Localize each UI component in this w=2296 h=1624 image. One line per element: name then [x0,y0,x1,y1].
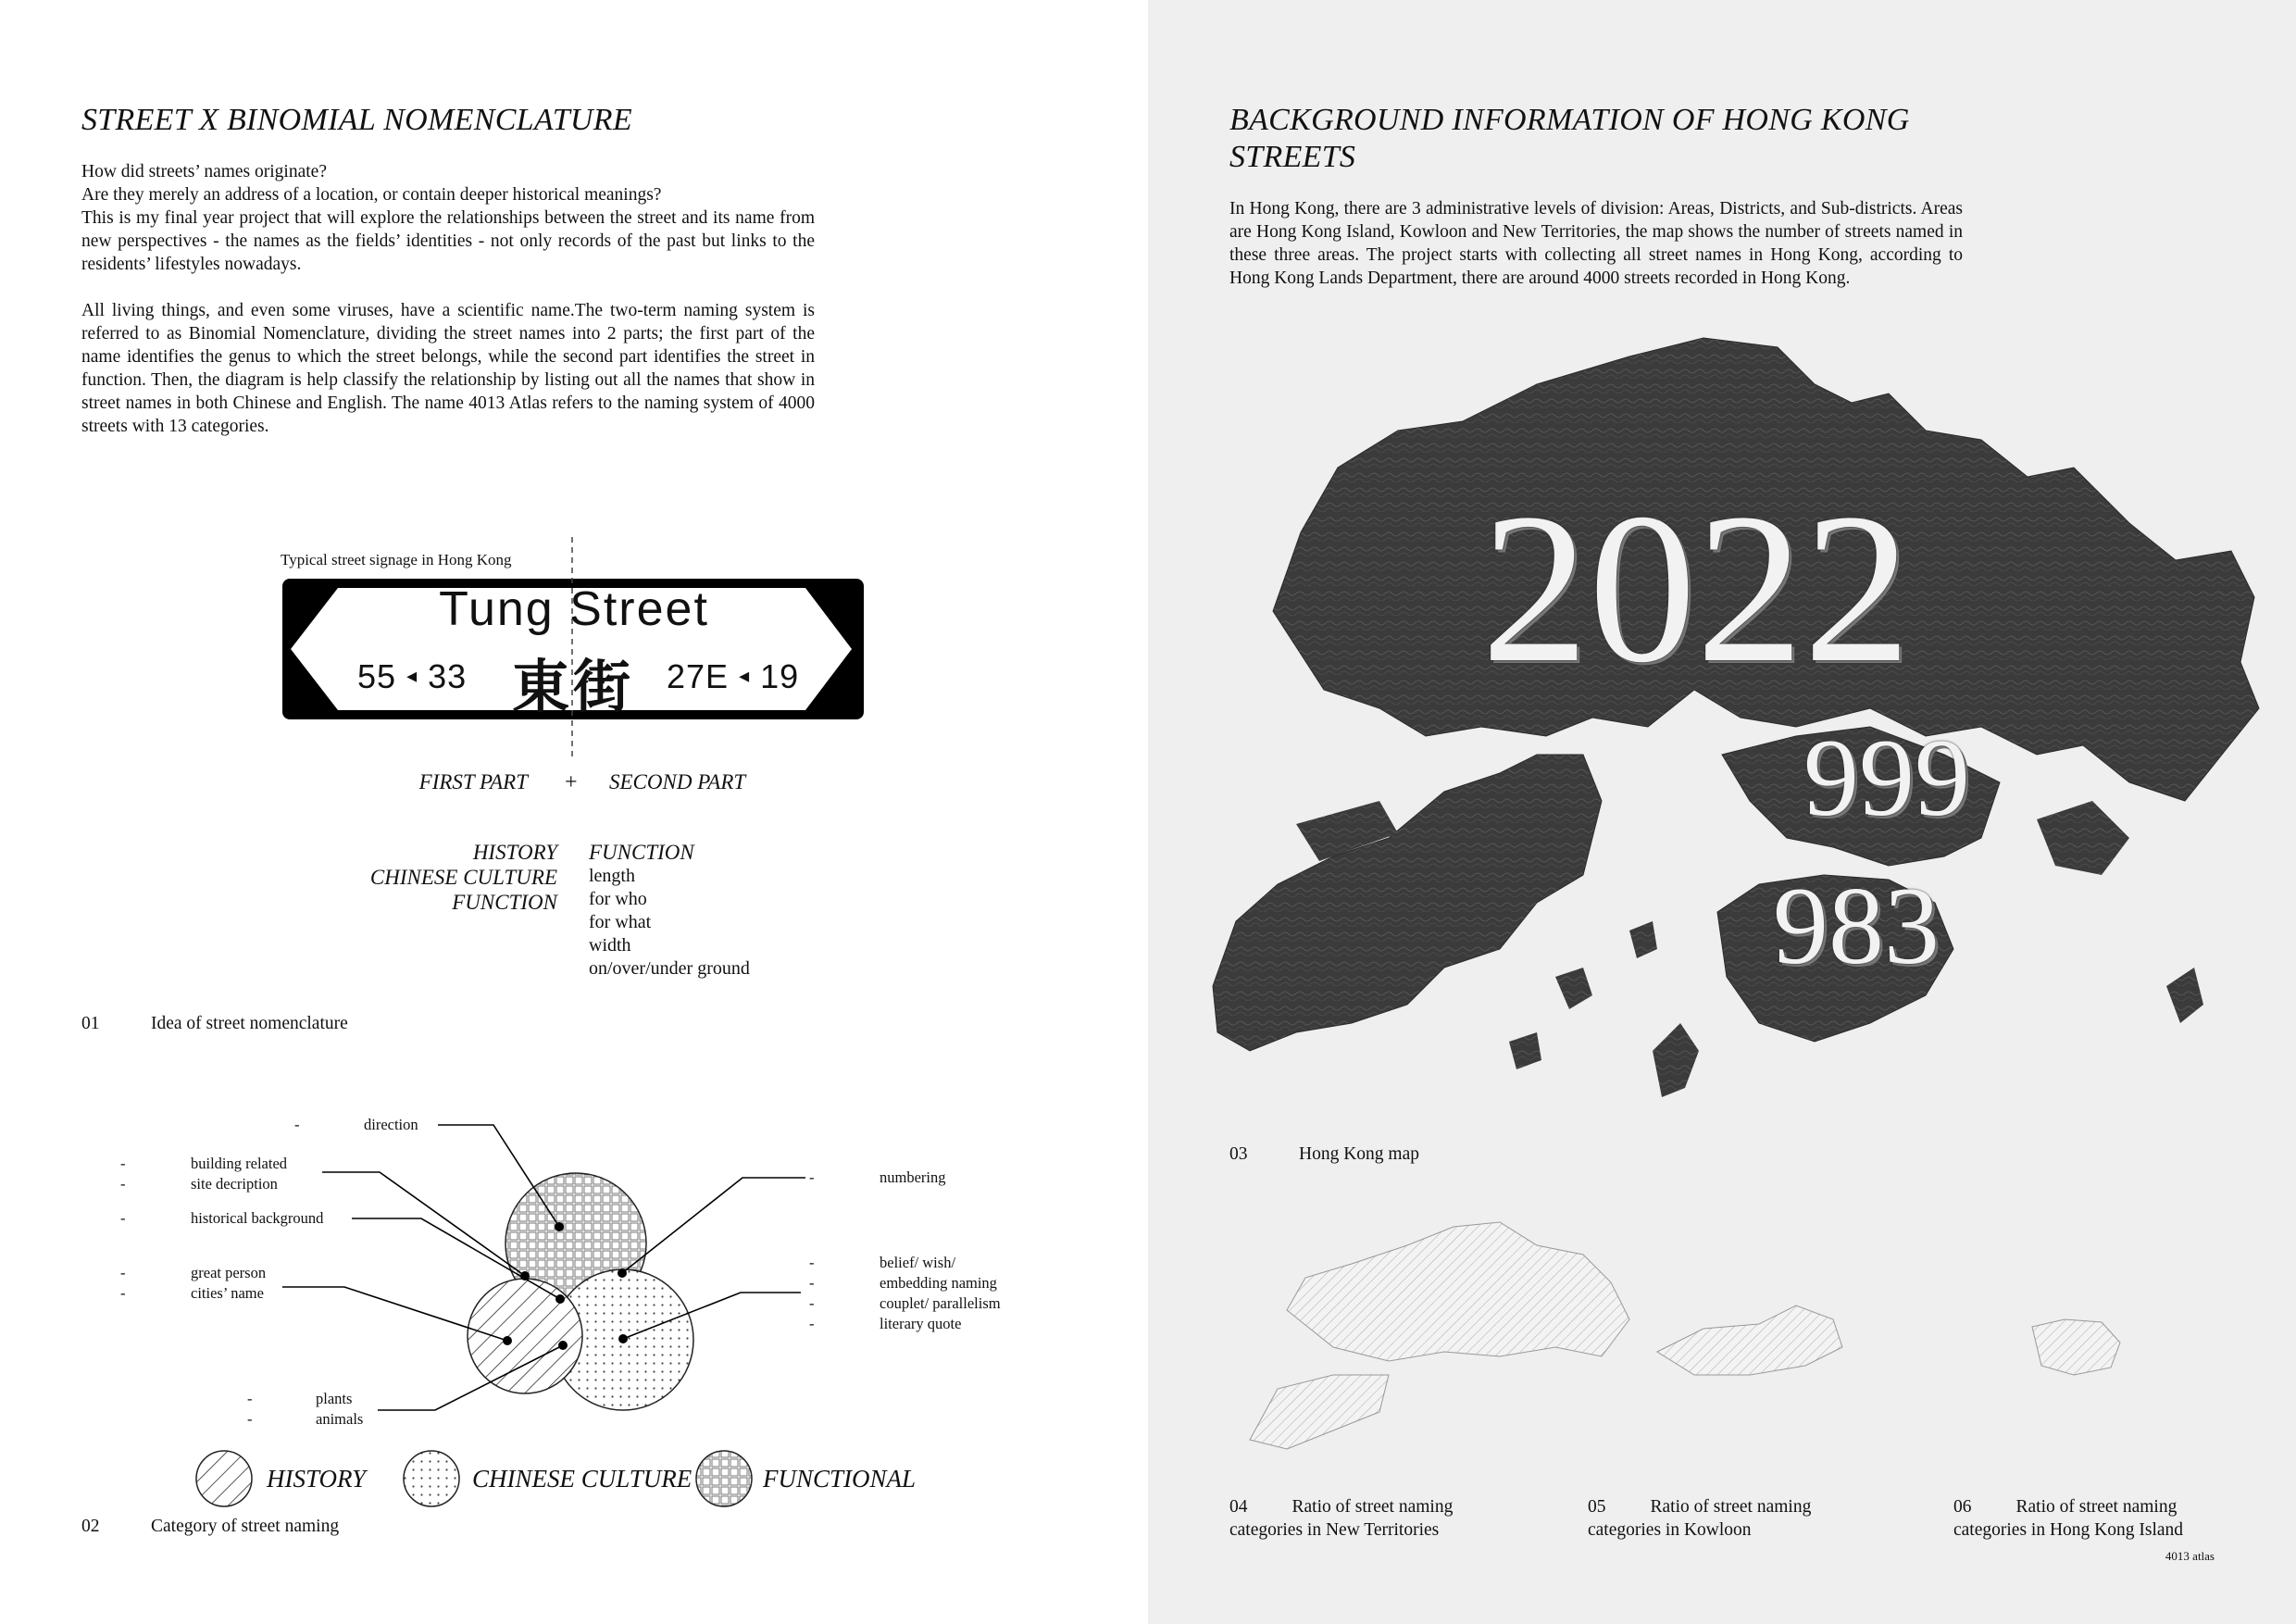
second-head-function: FUNCTION [589,841,694,864]
right-page [1148,0,2296,1624]
intro-line-1: How did streets’ names originate? [81,162,327,181]
kowloon-mini-map [1657,1305,1842,1375]
figure-4-text-1: Ratio of street naming [1292,1497,1454,1517]
map-small-island [2166,968,2203,1023]
second-item-for-what: for what [589,912,652,932]
figure-5-number: 05 [1588,1497,1606,1517]
label-embedding: embedding naming [880,1274,997,1292]
second-item-width: width [589,935,631,956]
label-animals: animals [316,1410,364,1428]
label-historical: historical background [191,1209,324,1227]
first-item-function: FUNCTION [452,891,557,914]
legend-history: HISTORY [267,1465,367,1493]
sign-left-number [357,657,467,696]
figure-4-text-2: categories in New Territories [1229,1520,1440,1540]
sign-number-33: 33 [428,657,468,695]
intro-line-3: This is my final year project that will explore the relationships between the street and its name from new perspectives - the names as the fields’ identities - not only records of the past but links to the residents’ lifestyles nowadays. [81,208,815,274]
label-person: great person [191,1264,267,1281]
figure-1-caption: Idea of street nomenclature [151,1014,348,1033]
legend-chinese-culture-swatch [404,1451,459,1506]
page-title-line-1: BACKGROUND INFORMATION OF HONG KONG [1229,103,1910,137]
map-lamma [1653,1023,1699,1097]
label-plants: plants [316,1390,353,1407]
area-ratio-maps [1148,1190,2296,1486]
figure-4-number: 04 [1229,1497,1248,1517]
dash: - [120,1209,126,1227]
label-couplet: couplet/ parallelism [880,1294,1001,1312]
intro-line-2: Are they merely an address of a location, or contain deeper historical meanings? [81,185,662,205]
legend-chinese-culture: CHINESE CULTURE [472,1465,693,1493]
label-person-cities [191,1263,266,1304]
figure-3-number: 03 [1229,1144,1248,1164]
label-literary: literary quote [880,1315,962,1332]
first-part-label: FIRST PART [418,770,528,793]
figure-2-number: 02 [81,1517,100,1536]
sign-number-19: 19 [760,657,800,695]
label-chinese-group [880,1253,1001,1334]
second-item-for-who: for who [589,889,647,909]
page-title-line-2: STREETS [1229,140,1356,174]
map-small-island [1629,921,1657,958]
sign-english-name: Tung Street [439,582,709,636]
label-plants-animals [316,1389,363,1430]
map-small-island [1509,1032,1541,1069]
figure-6-text-1: Ratio of street naming [2015,1497,2177,1517]
sign-number-55: 55 [357,657,397,695]
leader-dot [555,1222,564,1231]
first-part-list [278,840,557,915]
sign-caption: Typical street signage in Hong Kong [281,551,512,568]
figure-5-text-2: categories in Kowloon [1588,1520,1752,1540]
sign-right-number [667,657,799,696]
arrow-left-icon: ◂ [739,664,751,687]
legend-functional-swatch [696,1451,752,1506]
dash: - - [120,1155,126,1193]
hk-island-mini-map [2032,1319,2120,1375]
legend-functional: FUNCTIONAL [763,1465,917,1493]
background-paragraph: In Hong Kong, there are 3 administrative levels of division: Areas, Districts, and Sub-districts. Areas are Hong Kong Island, Kowloon and New Territories, the map shows the number of streets named in these three areas. The project starts with collecting all street names in Hong Kong, according to Hong Kong Lands Department, there are around 4000 streets recorded in Hong Kong. [1229,199,1963,288]
leader-dot [555,1294,565,1304]
hong-kong-map [1148,319,2296,1153]
sign-chinese-name: 東街 [512,656,635,719]
label-building: building related [191,1155,288,1172]
dash: - - [120,1264,126,1302]
dash: - - [247,1390,253,1428]
history-circle [468,1279,582,1393]
figure-5-caption [1588,1495,1811,1542]
page-title [1229,102,2063,176]
figure-4-caption [1229,1495,1453,1542]
figure-6-caption [1953,1495,2183,1542]
leader-dot [618,1268,627,1278]
leader-numbering [622,1178,805,1273]
second-item-length: length [589,866,635,886]
legend-history-swatch [196,1451,252,1506]
number-kowloon: 999 [1803,716,1970,839]
label-site: site decription [191,1175,278,1193]
footer-atlas: 4013 atlas [2165,1549,2215,1563]
first-item-chinese-culture: CHINESE CULTURE [369,866,557,889]
figure-2-caption: Category of street naming [151,1517,340,1536]
second-item-ground: on/over/under ground [589,958,750,979]
map-lantau [1213,755,1602,1051]
second-part-label: SECOND PART [609,770,746,793]
label-direction: direction [364,1116,418,1133]
label-belief: belief/ wish/ [880,1254,956,1271]
figure-3-caption: Hong Kong map [1299,1144,1419,1164]
new-territories-mini-map [1250,1222,1629,1449]
intro-paragraph [81,160,815,438]
dash: - [809,1168,815,1186]
number-hk-island: 983 [1773,864,1940,987]
dash: - - - - [809,1254,815,1332]
map-cheung-chau [1555,968,1592,1009]
first-item-history: HISTORY [472,841,557,864]
number-new-territories: 2022 [1481,469,1911,707]
figure-6-number: 06 [1953,1497,1972,1517]
arrow-left-icon: ◂ [406,664,418,687]
leader-dot [558,1341,568,1350]
page-title: STREET X BINOMIAL NOMENCLATURE [81,103,632,137]
plus-sign: + [565,770,578,794]
figure-5-text-1: Ratio of street naming [1650,1497,1812,1517]
figure-1-number: 01 [81,1014,100,1033]
label-numbering: numbering [880,1168,946,1186]
figure-6-text-2: categories in Hong Kong Island [1953,1520,2184,1540]
sign-number-27e: 27E [667,657,730,695]
label-building-site [191,1154,287,1194]
label-cities: cities’ name [191,1284,264,1302]
second-part-list [589,840,750,981]
body-paragraph: All living things, and even some viruses, have a scientific name.The two-term naming system is referred to as Binomial Nomenclature, dividing the street names into 2 parts; the first part of the name identifies the genus to which the street belongs, while the second part identifies the street in function. Then, the diagram is help classify the relationship by listing out all the names that show in street names in both Chinese and English. The name 4013 Atlas refers to the naming system of 4000 streets with 13 categories. [81,301,815,436]
map-east-islands [2037,801,2129,875]
dash: - [294,1116,300,1133]
leader-dot [618,1334,628,1343]
leader-dot [503,1336,512,1345]
